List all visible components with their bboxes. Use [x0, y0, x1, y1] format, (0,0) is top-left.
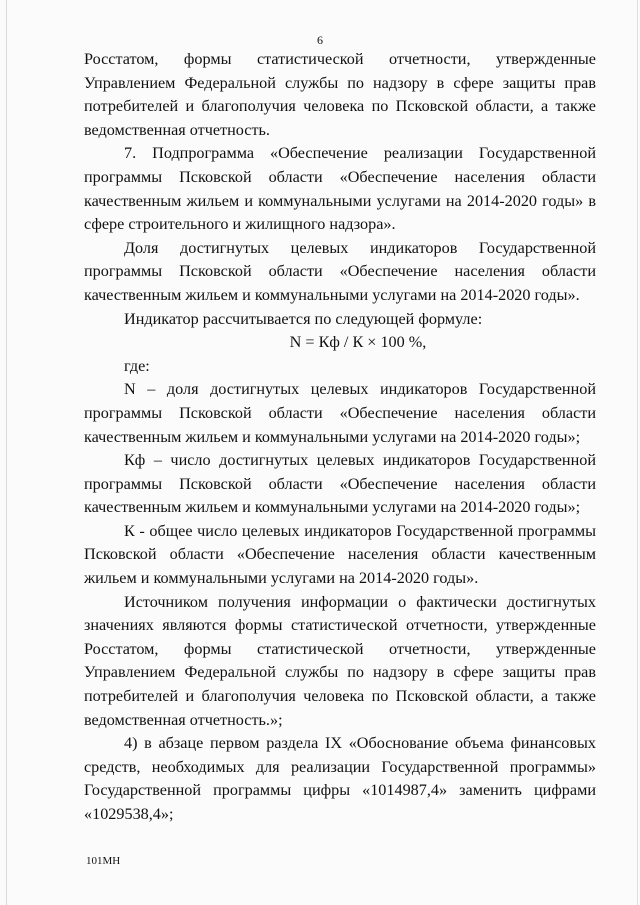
paragraph-amendment-4: 4) в абзаце первом раздела IX «Обоснование объема финансовых средств, необходимых для реализации Государственной программы» Государственной программы цифры «1014987,4» заменить цифрами «1029538,4»; — [84, 734, 596, 823]
document-body — [84, 48, 596, 827]
paragraph-information-source: Источником получения информации о фактически достигнутых значениях являются формы статистической отчетности, утвержденные Росстатом, формы статистической отчетности, утвержденные Управлением Федеральной службы по надзору в сфере защиты прав потребителей и благополучия человека по Псковской области, а также ведомственная отчетность.»; — [84, 592, 596, 729]
definition-k: К - общее число целевых индикаторов Государственной программы Псковской области «Обеспечение населения области качественным жильем и коммунальными услугами на 2014-2020 годы». — [84, 521, 596, 588]
scan-edge-right — [637, 0, 638, 905]
formula-where-label: где: — [124, 356, 150, 375]
definition-kf: Кф – число достигнутых целевых индикаторов Государственной программы Псковской области «Обеспечение населения области качественным жильем и коммунальными услугами на 2014-2020 годы»; — [84, 451, 596, 517]
paragraph-indicator-share: Доля достигнутых целевых индикаторов Государственной программы Псковской области «Обеспечение населения области качественным жильем и коммунальными услугами на 2014-2020 годы». — [84, 238, 596, 304]
document-code: 101МН — [86, 855, 121, 867]
formula: N = Кф / К × 100 %, — [289, 333, 427, 352]
definition-n: N – доля достигнутых целевых индикаторов Государственной программы Псковской области «Обеспечение населения области качественным жильем и коммунальными услугами на 2014-2020 годы»; — [84, 380, 596, 446]
paragraph-formula-intro: Индикатор рассчитывается по следующей формуле: — [124, 309, 483, 328]
paragraph-continuation: Росстатом, формы статистической отчетности, утвержденные Управлением Федеральной службы по надзору в сфере защиты прав потребителей и благополучия человека по Псковской области, а также ведомственная отчетность. — [84, 50, 596, 139]
scan-edge-left — [6, 0, 7, 905]
paragraph-subprogram-7: 7. Подпрограмма «Обеспечение реализации Государственной программы Псковской области «Обеспечение населения области качественным жильем и коммунальными услугами на 2014-2020 годы» в сфере строительного и жилищного надзора». — [84, 144, 596, 234]
page-number: 6 — [317, 33, 323, 47]
